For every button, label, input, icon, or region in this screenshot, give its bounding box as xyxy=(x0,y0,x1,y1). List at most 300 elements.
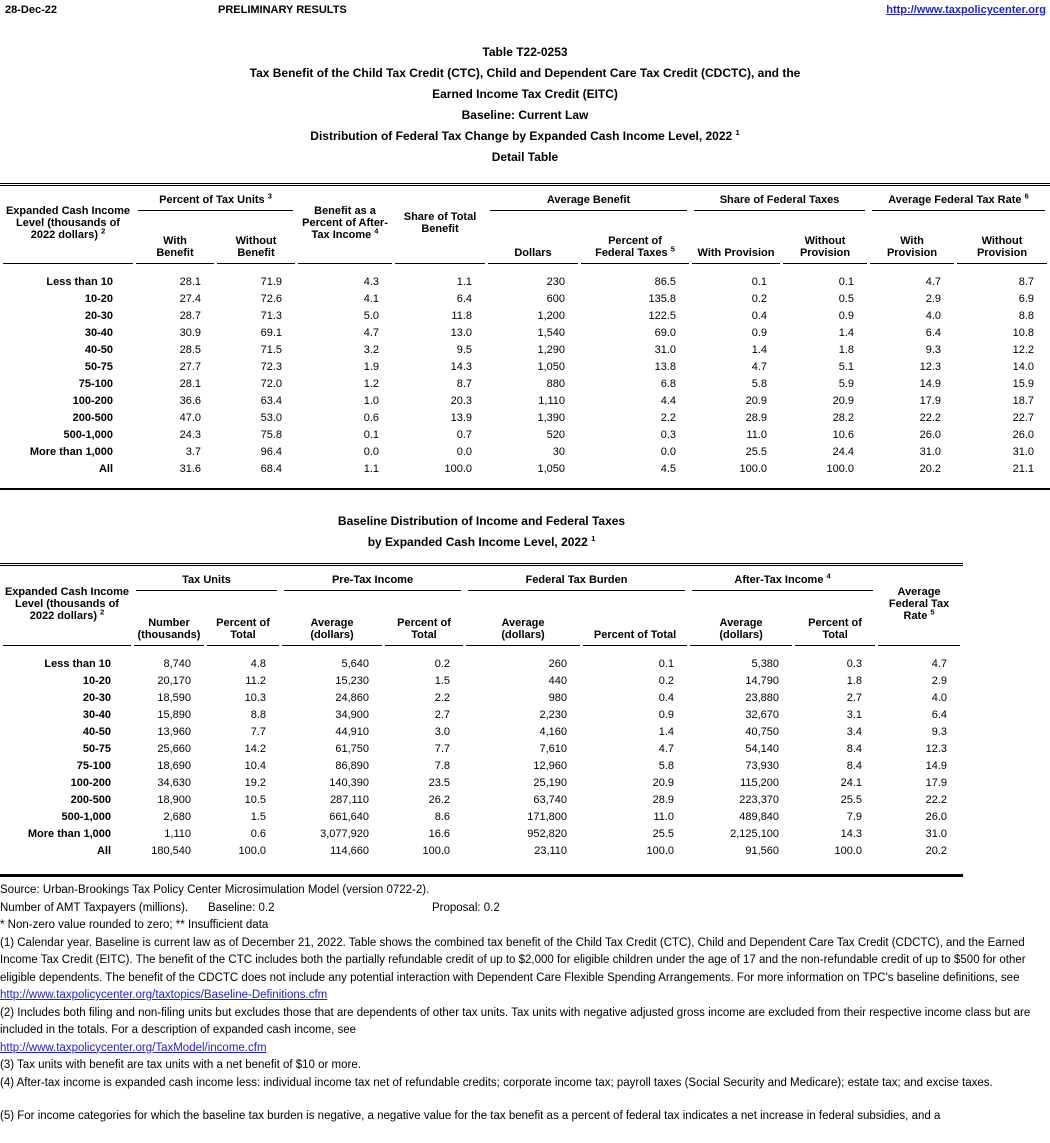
cell: 14.2 xyxy=(244,743,267,755)
table-row xyxy=(3,325,1047,342)
cell: 2,680 xyxy=(163,811,191,823)
tpc-website-link[interactable]: http://www.taxpolicycenter.org xyxy=(886,4,1046,16)
col-header-burden-percent-total: Percent of Total xyxy=(583,598,687,646)
col-header-aftertax-average: Average (dollars) xyxy=(690,598,792,646)
cell: 4.4 xyxy=(660,395,676,407)
cell: 28.5 xyxy=(179,344,201,356)
cell: 20.2 xyxy=(919,463,941,475)
cell: 6.4 xyxy=(931,709,948,721)
cell: 20.9 xyxy=(745,395,767,407)
cell: 5.9 xyxy=(838,378,854,390)
cell: 6.4 xyxy=(925,327,941,339)
baseline-title-line-2: by Expanded Cash Income Level, 2022 $^1$ xyxy=(367,534,596,549)
group-header-percent-of-tax-units: Percent of Tax Units $^3$ xyxy=(136,186,295,220)
cell: 32,670 xyxy=(745,709,780,721)
cell: 9.3 xyxy=(925,344,941,356)
cell: 0.0 xyxy=(660,446,676,458)
cell: 73,930 xyxy=(745,760,780,772)
cell: 17.9 xyxy=(925,777,948,789)
row-label: 10-20 xyxy=(84,293,113,305)
col-header-rate-with-provision: With Provision xyxy=(870,220,954,264)
cell: 9.3 xyxy=(931,726,948,738)
cell: 661,640 xyxy=(329,811,370,823)
cell: 100.0 xyxy=(444,463,472,475)
cell: 2.7 xyxy=(434,709,451,721)
cell: 14.9 xyxy=(919,378,941,390)
cell: 25.5 xyxy=(840,794,863,806)
cell: 26.0 xyxy=(1012,429,1034,441)
cell: 24.3 xyxy=(179,429,201,441)
cell: 27.7 xyxy=(179,361,201,373)
top-bar xyxy=(0,0,1050,22)
cell: 5,640 xyxy=(341,658,370,670)
row-label: 75-100 xyxy=(76,760,111,772)
footnote-ref: 5 xyxy=(670,244,675,254)
table-row xyxy=(3,792,960,809)
cell: 5.0 xyxy=(363,310,379,322)
cell: 18,900 xyxy=(157,794,191,806)
cell: 980 xyxy=(548,692,568,704)
cell: 0.2 xyxy=(751,293,767,305)
cell: 0.2 xyxy=(658,675,675,687)
row-label: 200-500 xyxy=(70,794,111,806)
cell: 5,380 xyxy=(751,658,780,670)
cell: 2,230 xyxy=(539,709,568,721)
cell: 34,630 xyxy=(157,777,191,789)
cell: 3.2 xyxy=(363,344,379,356)
cell: 12,960 xyxy=(533,760,568,772)
cell: 0.7 xyxy=(456,429,472,441)
table-row xyxy=(3,741,960,758)
cell: 63.4 xyxy=(260,395,282,407)
cell: 4,160 xyxy=(539,726,568,738)
cell: 489,840 xyxy=(739,811,780,823)
cell: 2.9 xyxy=(931,675,948,687)
cell: 47.0 xyxy=(179,412,201,424)
table-row xyxy=(3,758,960,775)
row-label: All xyxy=(96,845,111,857)
cell: 26.2 xyxy=(428,794,451,806)
footnote-ref: 1 xyxy=(591,534,596,543)
cell: 71.9 xyxy=(260,276,282,288)
cell: 75.8 xyxy=(260,429,282,441)
cell: 30.9 xyxy=(179,327,201,339)
table-row xyxy=(3,427,1047,444)
group-header-share-federal-taxes: Share of Federal Taxes xyxy=(692,186,867,220)
cell: 24.1 xyxy=(840,777,863,789)
cell: 20.9 xyxy=(832,395,854,407)
cell: 4.7 xyxy=(931,658,948,670)
row-label: 20-30 xyxy=(84,310,113,322)
cell: 3.0 xyxy=(434,726,451,738)
row-label: 500-1,000 xyxy=(63,429,113,441)
cell: 7.7 xyxy=(434,743,451,755)
col-header-taxunits-percent-total: Percent of Total xyxy=(207,598,279,646)
cell: 26.0 xyxy=(919,429,941,441)
cell: 4.7 xyxy=(751,361,767,373)
cell: 0.2 xyxy=(434,658,451,670)
cell: 7.7 xyxy=(250,726,267,738)
cell: 8.7 xyxy=(456,378,472,390)
cell: 68.4 xyxy=(260,463,282,475)
cell: 22.7 xyxy=(1012,412,1034,424)
cell: 15,890 xyxy=(157,709,191,721)
table-row xyxy=(3,444,1047,461)
cell: 11.8 xyxy=(451,310,472,322)
cell: 11.2 xyxy=(245,675,267,687)
group-header-aftertax-income: After-Tax Income $^4$ xyxy=(690,566,875,598)
footnote-ref: 3 xyxy=(267,191,272,201)
cell: 14.9 xyxy=(925,760,948,772)
cell: 14.0 xyxy=(1012,361,1034,373)
cell: 0.9 xyxy=(658,709,675,721)
row-label: 200-500 xyxy=(72,412,113,424)
cell: 8.6 xyxy=(434,811,451,823)
footnote-ref: 5 xyxy=(930,606,935,616)
cell: 100.0 xyxy=(422,845,451,857)
cell: 4.1 xyxy=(363,293,379,305)
cell: 36.6 xyxy=(179,395,201,407)
cell: 31.0 xyxy=(1012,446,1034,458)
table-row xyxy=(3,410,1047,427)
cell: 2.2 xyxy=(660,412,676,424)
row-label: Less than 10 xyxy=(46,276,113,288)
cell: 10.5 xyxy=(244,794,267,806)
footnote-ref: 4 xyxy=(374,225,379,235)
cell: 21.1 xyxy=(1012,463,1034,475)
cell: 23,110 xyxy=(534,845,568,857)
cell: 28.7 xyxy=(179,310,201,322)
report-date: 28-Dec-22 xyxy=(5,4,57,16)
cell: 880 xyxy=(546,378,565,390)
cell: 100.0 xyxy=(238,845,267,857)
cell: 223,370 xyxy=(739,794,780,806)
table-row xyxy=(3,775,960,792)
row-label: 75-100 xyxy=(78,378,113,390)
amt-baseline-value: Baseline: 0.2 xyxy=(208,901,275,914)
cell: 7.8 xyxy=(434,760,451,772)
cell: 25,190 xyxy=(533,777,568,789)
footnote-2: (2) Includes both filing and non-filing units but excludes those that are dependents of other tax units. Tax units with negative adjusted gross income are excluded from their respective income class but are included in the totals. For a description of expanded cash income, see xyxy=(0,1006,1031,1036)
cell: 24.4 xyxy=(832,446,854,458)
row-label: More than 1,000 xyxy=(27,828,111,840)
table-row xyxy=(3,342,1047,359)
group-header-average-benefit: Average Benefit xyxy=(488,186,689,220)
cell: 0.3 xyxy=(660,429,676,441)
cell: 1.0 xyxy=(363,395,379,407)
cell: 20.3 xyxy=(450,395,472,407)
cell: 0.3 xyxy=(846,658,863,670)
cell: 25,660 xyxy=(157,743,191,755)
cell: 0.1 xyxy=(658,658,675,670)
footnote-ref: 6 xyxy=(1024,191,1029,201)
cell: 5.8 xyxy=(658,760,675,772)
table-row xyxy=(3,393,1047,410)
cell: 0.0 xyxy=(363,446,379,458)
cell: 31.6 xyxy=(179,463,201,475)
cell: 520 xyxy=(546,429,565,441)
baseline-table-title xyxy=(0,511,963,553)
cell: 0.4 xyxy=(751,310,767,322)
table-row xyxy=(3,264,1047,291)
cell: 91,560 xyxy=(745,845,780,857)
footnote-ref: 1 xyxy=(735,128,740,137)
cell: 14,790 xyxy=(745,675,780,687)
cell: 72.3 xyxy=(260,361,282,373)
table-row xyxy=(3,724,960,741)
cell: 4.7 xyxy=(363,327,379,339)
cell: 71.3 xyxy=(260,310,282,322)
baseline-distribution-table xyxy=(0,563,963,877)
table-row xyxy=(3,291,1047,308)
cell: 1,110 xyxy=(164,828,191,840)
baseline-title: Baseline: Current Law xyxy=(461,108,589,122)
cell: 26.0 xyxy=(925,811,948,823)
cell: 23,880 xyxy=(745,692,780,704)
cell: 28.9 xyxy=(652,794,675,806)
cell: 9.5 xyxy=(456,344,472,356)
cell: 0.6 xyxy=(363,412,379,424)
cell: 1,390 xyxy=(537,412,565,424)
symbols-note: * Non-zero value rounded to zero; ** Insufficient data xyxy=(0,919,269,931)
cell: 34,900 xyxy=(335,709,370,721)
group-header-average-federal-tax-rate: Average Federal Tax Rate $^6$ xyxy=(870,186,1047,220)
cell: 4.7 xyxy=(925,276,941,288)
cell: 1,050 xyxy=(537,361,565,373)
cell: 260 xyxy=(548,658,568,670)
cell: 8.8 xyxy=(250,709,267,721)
cell: 8.8 xyxy=(1018,310,1034,322)
table-row xyxy=(3,376,1047,393)
amt-taxpayers-note xyxy=(0,900,1050,918)
cell: 69.0 xyxy=(654,327,676,339)
cell: 115,200 xyxy=(740,777,780,789)
cell: 2.9 xyxy=(925,293,941,305)
cell: 13,960 xyxy=(157,726,191,738)
col-header-pretax-average: Average (dollars) xyxy=(282,598,382,646)
cell: 11.0 xyxy=(746,429,767,441)
col-header-percent-federal-taxes: Percent of Federal Taxes $^5$ xyxy=(581,220,689,264)
cell: 100.0 xyxy=(826,463,854,475)
cell: 10.4 xyxy=(244,760,267,772)
group-header-federal-tax-burden: Federal Tax Burden xyxy=(466,566,687,598)
cell: 100.0 xyxy=(739,463,767,475)
cell: 28.2 xyxy=(832,412,854,424)
income-definition-link[interactable]: http://www.taxpolicycenter.org/TaxModel/income.cfm xyxy=(0,1041,267,1054)
row-label: 500-1,000 xyxy=(61,811,111,823)
cell: 31.0 xyxy=(925,828,948,840)
group-header-tax-units: Tax Units xyxy=(134,566,279,598)
cell: 1,540 xyxy=(537,327,565,339)
cell: 230 xyxy=(546,276,565,288)
cell: 6.4 xyxy=(456,293,472,305)
cell: 15.9 xyxy=(1012,378,1034,390)
cell: 6.9 xyxy=(1018,293,1034,305)
cell: 1.8 xyxy=(846,675,863,687)
col-header-share-total-benefit: Share of Total Benefit xyxy=(395,186,485,264)
cell: 5.8 xyxy=(751,378,767,390)
baseline-title-line-1: Baseline Distribution of Income and Federal Taxes xyxy=(337,514,626,528)
cell: 28.9 xyxy=(745,412,767,424)
cell: 0.4 xyxy=(658,692,675,704)
cell: 25.5 xyxy=(745,446,767,458)
col-header-benefit-percent-after-tax: Benefit as a Percent of After-Tax Income $^4$ xyxy=(298,186,392,264)
cell: 10.6 xyxy=(832,429,854,441)
cell: 4.0 xyxy=(931,692,948,704)
footnote-ref: 2 xyxy=(100,606,105,616)
col-header-income-level: Expanded Cash Income Level (thousands of 2022 dollars) $^2$ xyxy=(3,566,131,646)
cell: 5.1 xyxy=(838,361,854,373)
cell: 1.4 xyxy=(751,344,767,356)
cell: 20.2 xyxy=(925,845,948,857)
table-row xyxy=(3,809,960,826)
col-header-income-level: Expanded Cash Income Level (thousands of 2022 dollars) $^2$ xyxy=(3,186,133,264)
cell: 86.5 xyxy=(654,276,676,288)
cell: 23.5 xyxy=(428,777,451,789)
cell: 12.3 xyxy=(925,743,948,755)
cell: 1,200 xyxy=(537,310,565,322)
preliminary-results-label: PRELIMINARY RESULTS xyxy=(218,4,347,16)
col-header-share-without-provision: Without Provision xyxy=(783,220,867,264)
cell: 14.3 xyxy=(840,828,863,840)
row-label: 40-50 xyxy=(84,344,113,356)
footnote-ref: 2 xyxy=(101,225,106,235)
row-label: 20-30 xyxy=(82,692,111,704)
cell: 40,750 xyxy=(745,726,780,738)
cell: 54,140 xyxy=(745,743,780,755)
cell: 1.1 xyxy=(363,463,379,475)
col-header-share-with-provision: With Provision xyxy=(692,220,780,264)
title-line-3: Earned Income Tax Credit (EITC) xyxy=(432,87,618,101)
cell: 16.6 xyxy=(428,828,451,840)
cell: 0.5 xyxy=(838,293,854,305)
cell: 0.1 xyxy=(838,276,854,288)
title-block xyxy=(0,42,1050,168)
cell: 8,740 xyxy=(163,658,191,670)
cell: 0.1 xyxy=(751,276,767,288)
cell: 13.9 xyxy=(450,412,472,424)
row-label: Less than 10 xyxy=(44,658,111,670)
cell: 2.2 xyxy=(434,692,451,704)
col-header-burden-average: Average (dollars) xyxy=(466,598,580,646)
cell: 15,230 xyxy=(335,675,370,687)
amt-label: Number of AMT Taxpayers (millions). xyxy=(0,901,189,914)
row-label: 30-40 xyxy=(82,709,111,721)
cell: 13.0 xyxy=(450,327,472,339)
cell: 171,800 xyxy=(527,811,568,823)
cell: 53.0 xyxy=(260,412,282,424)
cell: 180,540 xyxy=(151,845,191,857)
cell: 8.7 xyxy=(1018,276,1034,288)
cell: 100.0 xyxy=(646,845,675,857)
cell: 14.3 xyxy=(450,361,472,373)
detail-table-label: Detail Table xyxy=(491,150,559,164)
cell: 3.1 xyxy=(846,709,863,721)
cell: 20,170 xyxy=(157,675,191,687)
cell: 0.9 xyxy=(751,327,767,339)
col-header-pretax-percent-total: Percent of Total xyxy=(385,598,463,646)
cell: 7.9 xyxy=(846,811,863,823)
cell: 1,050 xyxy=(537,463,565,475)
cell: 1.5 xyxy=(434,675,451,687)
cell: 22.2 xyxy=(919,412,941,424)
cell: 100.0 xyxy=(834,845,863,857)
cell: 8.4 xyxy=(846,743,863,755)
cell: 28.1 xyxy=(179,276,201,288)
cell: 61,750 xyxy=(335,743,370,755)
tax-benefit-detail-table xyxy=(0,183,1050,490)
cell: 4.5 xyxy=(660,463,676,475)
row-label: 40-50 xyxy=(82,726,111,738)
footnote-3: (3) Tax units with benefit are tax units with a net benefit of $10 or more. xyxy=(0,1059,361,1071)
cell: 19.2 xyxy=(244,777,267,789)
col-header-without-benefit: Without Benefit xyxy=(217,220,295,264)
row-label: 30-40 xyxy=(84,327,113,339)
cell: 7,610 xyxy=(539,743,568,755)
cell: 86,890 xyxy=(335,760,370,772)
table-row xyxy=(3,843,960,874)
cell: 22.2 xyxy=(925,794,948,806)
cell: 4.0 xyxy=(925,310,941,322)
row-label: 10-20 xyxy=(82,675,111,687)
table-row xyxy=(3,690,960,707)
cell: 72.6 xyxy=(260,293,282,305)
cell: 1,110 xyxy=(538,395,565,407)
cell: 600 xyxy=(546,293,565,305)
baseline-definitions-link[interactable]: http://www.taxpolicycenter.org/taxtopics/Baseline-Definitions.cfm xyxy=(0,989,328,1001)
cell: 72.0 xyxy=(260,378,282,390)
cell: 71.5 xyxy=(260,344,282,356)
cell: 2.7 xyxy=(846,692,863,704)
group-header-pretax-income: Pre-Tax Income xyxy=(282,566,463,598)
footnote-5: (5) For income categories for which the baseline tax burden is negative, a negative value for the tax benefit as a percent of federal tax indicates a net increase in federal subsidies, and a xyxy=(0,1110,941,1122)
table-number-title: Table T22-0253 xyxy=(482,45,568,59)
cell: 440 xyxy=(548,675,568,687)
cell: 6.8 xyxy=(660,378,676,390)
cell: 10.3 xyxy=(244,692,267,704)
cell: 4.3 xyxy=(363,276,379,288)
amt-proposal-value: Proposal: 0.2 xyxy=(432,901,500,914)
footnote-4: (4) After-tax income is expanded cash income less: individual income tax net of refundable credits; corporate income tax; payroll taxes (Social Security and Medicare); estate tax; and excise taxes. xyxy=(0,1076,993,1089)
row-label: 100-200 xyxy=(72,395,113,407)
cell: 287,110 xyxy=(330,794,370,806)
table-row xyxy=(3,707,960,724)
cell: 1.4 xyxy=(658,726,675,738)
cell: 3.7 xyxy=(185,446,201,458)
cell: 17.9 xyxy=(919,395,941,407)
cell: 30 xyxy=(552,446,565,458)
cell: 31.0 xyxy=(654,344,676,356)
table-row xyxy=(3,359,1047,376)
row-label: More than 1,000 xyxy=(29,446,113,458)
cell: 18.7 xyxy=(1012,395,1034,407)
footnote-1: (1) Calendar year. Baseline is current law as of December 21, 2022. Table shows the combined tax benefit of the Child Tax Credit (CTC), Child and Dependent Care Tax Credit (CDCTC), and the Earned Income Tax Credit (EITC). The benefit of the CTC includes both the partially refundable credit of up to $2,000 for eligible children under the age of 17 and the non-refundable credit of up to $500 for other eligible dependents. The benefit of the CDCTC does not include any potential interaction with Dependent Care Flexible Spending Arrangements. For more information on TPC's baseline definitions, see xyxy=(0,936,1026,984)
cell: 0.1 xyxy=(363,429,379,441)
cell: 114,660 xyxy=(330,845,370,857)
col-header-with-benefit: With Benefit xyxy=(136,220,214,264)
cell: 1.8 xyxy=(838,344,854,356)
cell: 28.1 xyxy=(179,378,201,390)
cell: 122.5 xyxy=(648,310,676,322)
row-label: 100-200 xyxy=(70,777,111,789)
row-label: All xyxy=(98,463,113,475)
cell: 44,910 xyxy=(335,726,370,738)
cell: 0.9 xyxy=(838,310,854,322)
cell: 1.1 xyxy=(456,276,472,288)
cell: 1.5 xyxy=(250,811,267,823)
cell: 13.8 xyxy=(654,361,676,373)
cell: 31.0 xyxy=(919,446,941,458)
